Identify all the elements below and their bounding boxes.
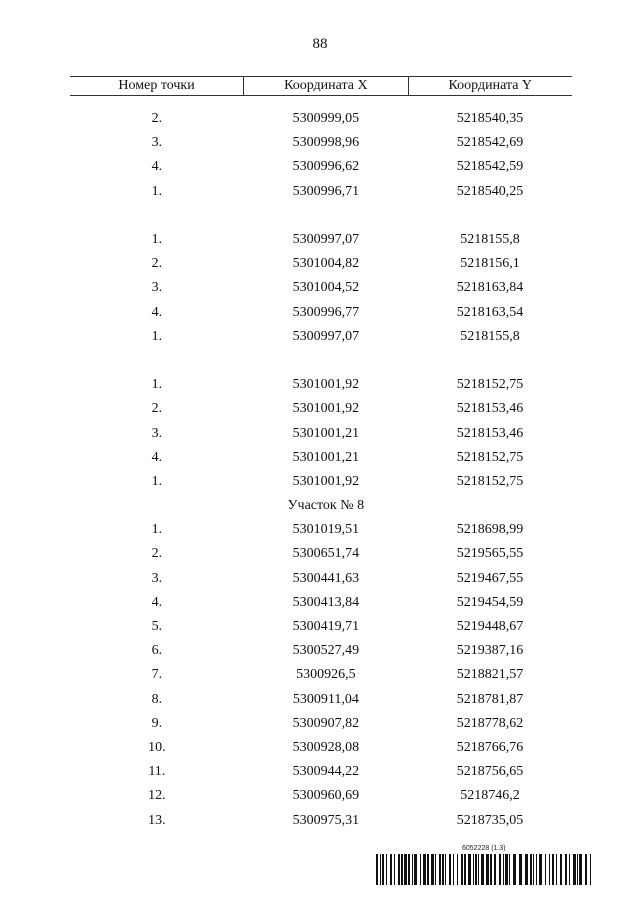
coordinate-y-cell: 5218542,69 <box>456 135 524 151</box>
table-row <box>70 639 572 663</box>
coordinate-x-cell: 5300999,05 <box>292 111 360 127</box>
point-number-cell: 3. <box>151 425 163 441</box>
point-number-cell: 3. <box>151 280 163 296</box>
table-row <box>70 228 572 252</box>
coordinate-x-cell: 5300441,63 <box>292 570 360 586</box>
point-number-cell: 2. <box>151 546 163 562</box>
coordinate-x-cell: 5301001,21 <box>292 425 360 441</box>
point-number-cell: 4. <box>151 594 163 610</box>
coordinate-y-cell: 5219448,67 <box>456 619 524 635</box>
point-number-cell: 1. <box>151 328 163 344</box>
table-row <box>70 421 572 445</box>
point-number-cell: 6. <box>151 643 163 659</box>
table-row <box>70 542 572 566</box>
coordinate-x-cell: 5300651,74 <box>292 546 360 562</box>
coordinate-x-cell: 5301019,51 <box>292 522 360 538</box>
point-number-cell: 8. <box>151 691 163 707</box>
table-row <box>70 808 572 832</box>
coordinate-x-cell: 5300997,07 <box>292 328 360 344</box>
point-number-cell: 2. <box>151 401 163 417</box>
table-gap-row <box>70 204 572 228</box>
empty-cell <box>70 349 572 373</box>
table-row <box>70 591 572 615</box>
coordinate-y-cell: 5218152,75 <box>456 473 524 489</box>
table-spacer-row <box>70 96 572 108</box>
table-row <box>70 470 572 494</box>
coordinate-y-cell: 5219467,55 <box>456 570 524 586</box>
table-row <box>70 180 572 204</box>
coordinate-y-cell: 5218152,75 <box>456 449 524 465</box>
coordinate-y-cell: 5218152,75 <box>456 377 524 393</box>
point-number-cell: 2. <box>151 256 163 272</box>
section-title: Участок № 8 <box>287 498 365 514</box>
coordinate-y-cell: 5218540,35 <box>456 111 524 127</box>
point-number-cell: 1. <box>151 377 163 393</box>
point-number-cell: 4. <box>151 304 163 320</box>
point-number-cell: 11. <box>148 764 166 780</box>
point-number-cell: 1. <box>151 473 163 489</box>
table-gap-row <box>70 349 572 373</box>
coordinate-y-cell: 5218155,8 <box>460 328 520 344</box>
table-row <box>70 325 572 349</box>
point-number-cell: 4. <box>151 159 163 175</box>
table-row <box>70 736 572 760</box>
coordinate-x-cell: 5300419,71 <box>292 619 360 635</box>
coordinate-x-cell: 5300907,82 <box>292 715 360 731</box>
table-header-row <box>70 77 572 96</box>
coordinate-x-cell: 5300996,62 <box>292 159 360 175</box>
coordinate-y-cell: 5219387,16 <box>456 643 524 659</box>
coordinate-x-cell: 5300926,5 <box>296 667 356 683</box>
table-row <box>70 131 572 155</box>
coordinate-x-cell: 5301004,82 <box>292 256 360 272</box>
coordinate-y-cell: 5218153,46 <box>456 401 524 417</box>
coordinate-y-cell: 5219565,55 <box>456 546 524 562</box>
coordinate-y-cell: 5218698,99 <box>456 522 524 538</box>
table-row <box>70 446 572 470</box>
coordinate-x-cell: 5300960,69 <box>292 788 360 804</box>
coordinate-x-cell: 5300975,31 <box>292 812 360 828</box>
coordinate-y-cell: 5219454,59 <box>456 594 524 610</box>
point-number-cell: 5. <box>151 619 163 635</box>
point-number-cell: 1. <box>151 183 163 199</box>
point-number-cell: 13. <box>148 812 166 828</box>
coordinates-table <box>70 76 572 833</box>
coordinate-x-cell: 5300911,04 <box>292 691 359 707</box>
point-number-cell: 3. <box>151 135 163 151</box>
point-number-cell: 3. <box>151 570 163 586</box>
table-row <box>70 252 572 276</box>
barcode-label: 6052228 (1.3) <box>462 845 506 852</box>
table-row <box>70 397 572 421</box>
header-point-number: Номер точки <box>70 77 244 96</box>
coordinate-y-cell: 5218163,54 <box>456 304 524 320</box>
table-row <box>70 663 572 687</box>
empty-cell <box>70 494 244 518</box>
empty-cell <box>70 204 572 228</box>
coordinate-y-cell: 5218821,57 <box>456 667 524 683</box>
coordinate-x-cell: 5300944,22 <box>292 764 360 780</box>
coordinate-y-cell: 5218756,65 <box>456 764 524 780</box>
coordinate-x-cell: 5301001,21 <box>292 449 360 465</box>
barcode-image <box>376 854 592 885</box>
table-row <box>70 276 572 300</box>
coordinate-x-cell: 5301001,92 <box>292 377 360 393</box>
table-body <box>70 96 572 833</box>
point-number-cell: 12. <box>148 788 166 804</box>
table-row <box>70 688 572 712</box>
table-row <box>70 615 572 639</box>
coordinate-y-cell: 5218766,76 <box>456 739 524 755</box>
point-number-cell: 1. <box>151 522 163 538</box>
coordinate-y-cell: 5218153,46 <box>456 425 524 441</box>
coordinate-y-cell: 5218781,87 <box>456 691 524 707</box>
coordinate-x-cell: 5300413,84 <box>292 594 360 610</box>
header-coordinate-y: Координата Y <box>408 77 572 96</box>
point-number-cell: 2. <box>151 111 163 127</box>
header-coordinate-x: Координата X <box>244 77 408 96</box>
point-number-cell: 1. <box>151 232 163 248</box>
coordinate-y-cell: 5218156,1 <box>460 256 520 272</box>
coordinate-x-cell: 5301004,52 <box>292 280 360 296</box>
coordinate-y-cell: 5218540,25 <box>456 183 524 199</box>
coordinate-y-cell: 5218163,84 <box>456 280 524 296</box>
point-number-cell: 10. <box>148 739 166 755</box>
table-row <box>70 301 572 325</box>
table-row <box>70 155 572 179</box>
coordinate-y-cell: 5218155,8 <box>460 232 520 248</box>
table-section-row <box>70 494 572 518</box>
page-number: 88 <box>312 36 328 52</box>
table-row <box>70 567 572 591</box>
table-row <box>70 712 572 736</box>
table-row <box>70 784 572 808</box>
coordinate-x-cell: 5300996,71 <box>292 183 360 199</box>
coordinate-y-cell: 5218542,59 <box>456 159 524 175</box>
coordinate-y-cell: 5218735,05 <box>456 812 524 828</box>
table-row <box>70 373 572 397</box>
coordinate-x-cell: 5301001,92 <box>292 401 360 417</box>
empty-cell <box>70 96 572 108</box>
table-row <box>70 107 572 131</box>
coordinate-y-cell: 5218778,62 <box>456 715 524 731</box>
point-number-cell: 7. <box>151 667 163 683</box>
barcode-block <box>376 845 592 887</box>
table-row <box>70 518 572 542</box>
empty-cell <box>408 494 572 518</box>
table-row <box>70 760 572 784</box>
coordinate-x-cell: 5300527,49 <box>292 643 360 659</box>
point-number-cell: 9. <box>151 715 163 731</box>
coordinate-x-cell: 5300998,96 <box>292 135 360 151</box>
coordinate-x-cell: 5300996,77 <box>292 304 360 320</box>
coordinate-x-cell: 5300928,08 <box>292 739 360 755</box>
coordinate-x-cell: 5300997,07 <box>292 232 360 248</box>
coordinate-y-cell: 5218746,2 <box>460 788 520 804</box>
point-number-cell: 4. <box>151 449 163 465</box>
coordinate-x-cell: 5301001,92 <box>292 473 360 489</box>
